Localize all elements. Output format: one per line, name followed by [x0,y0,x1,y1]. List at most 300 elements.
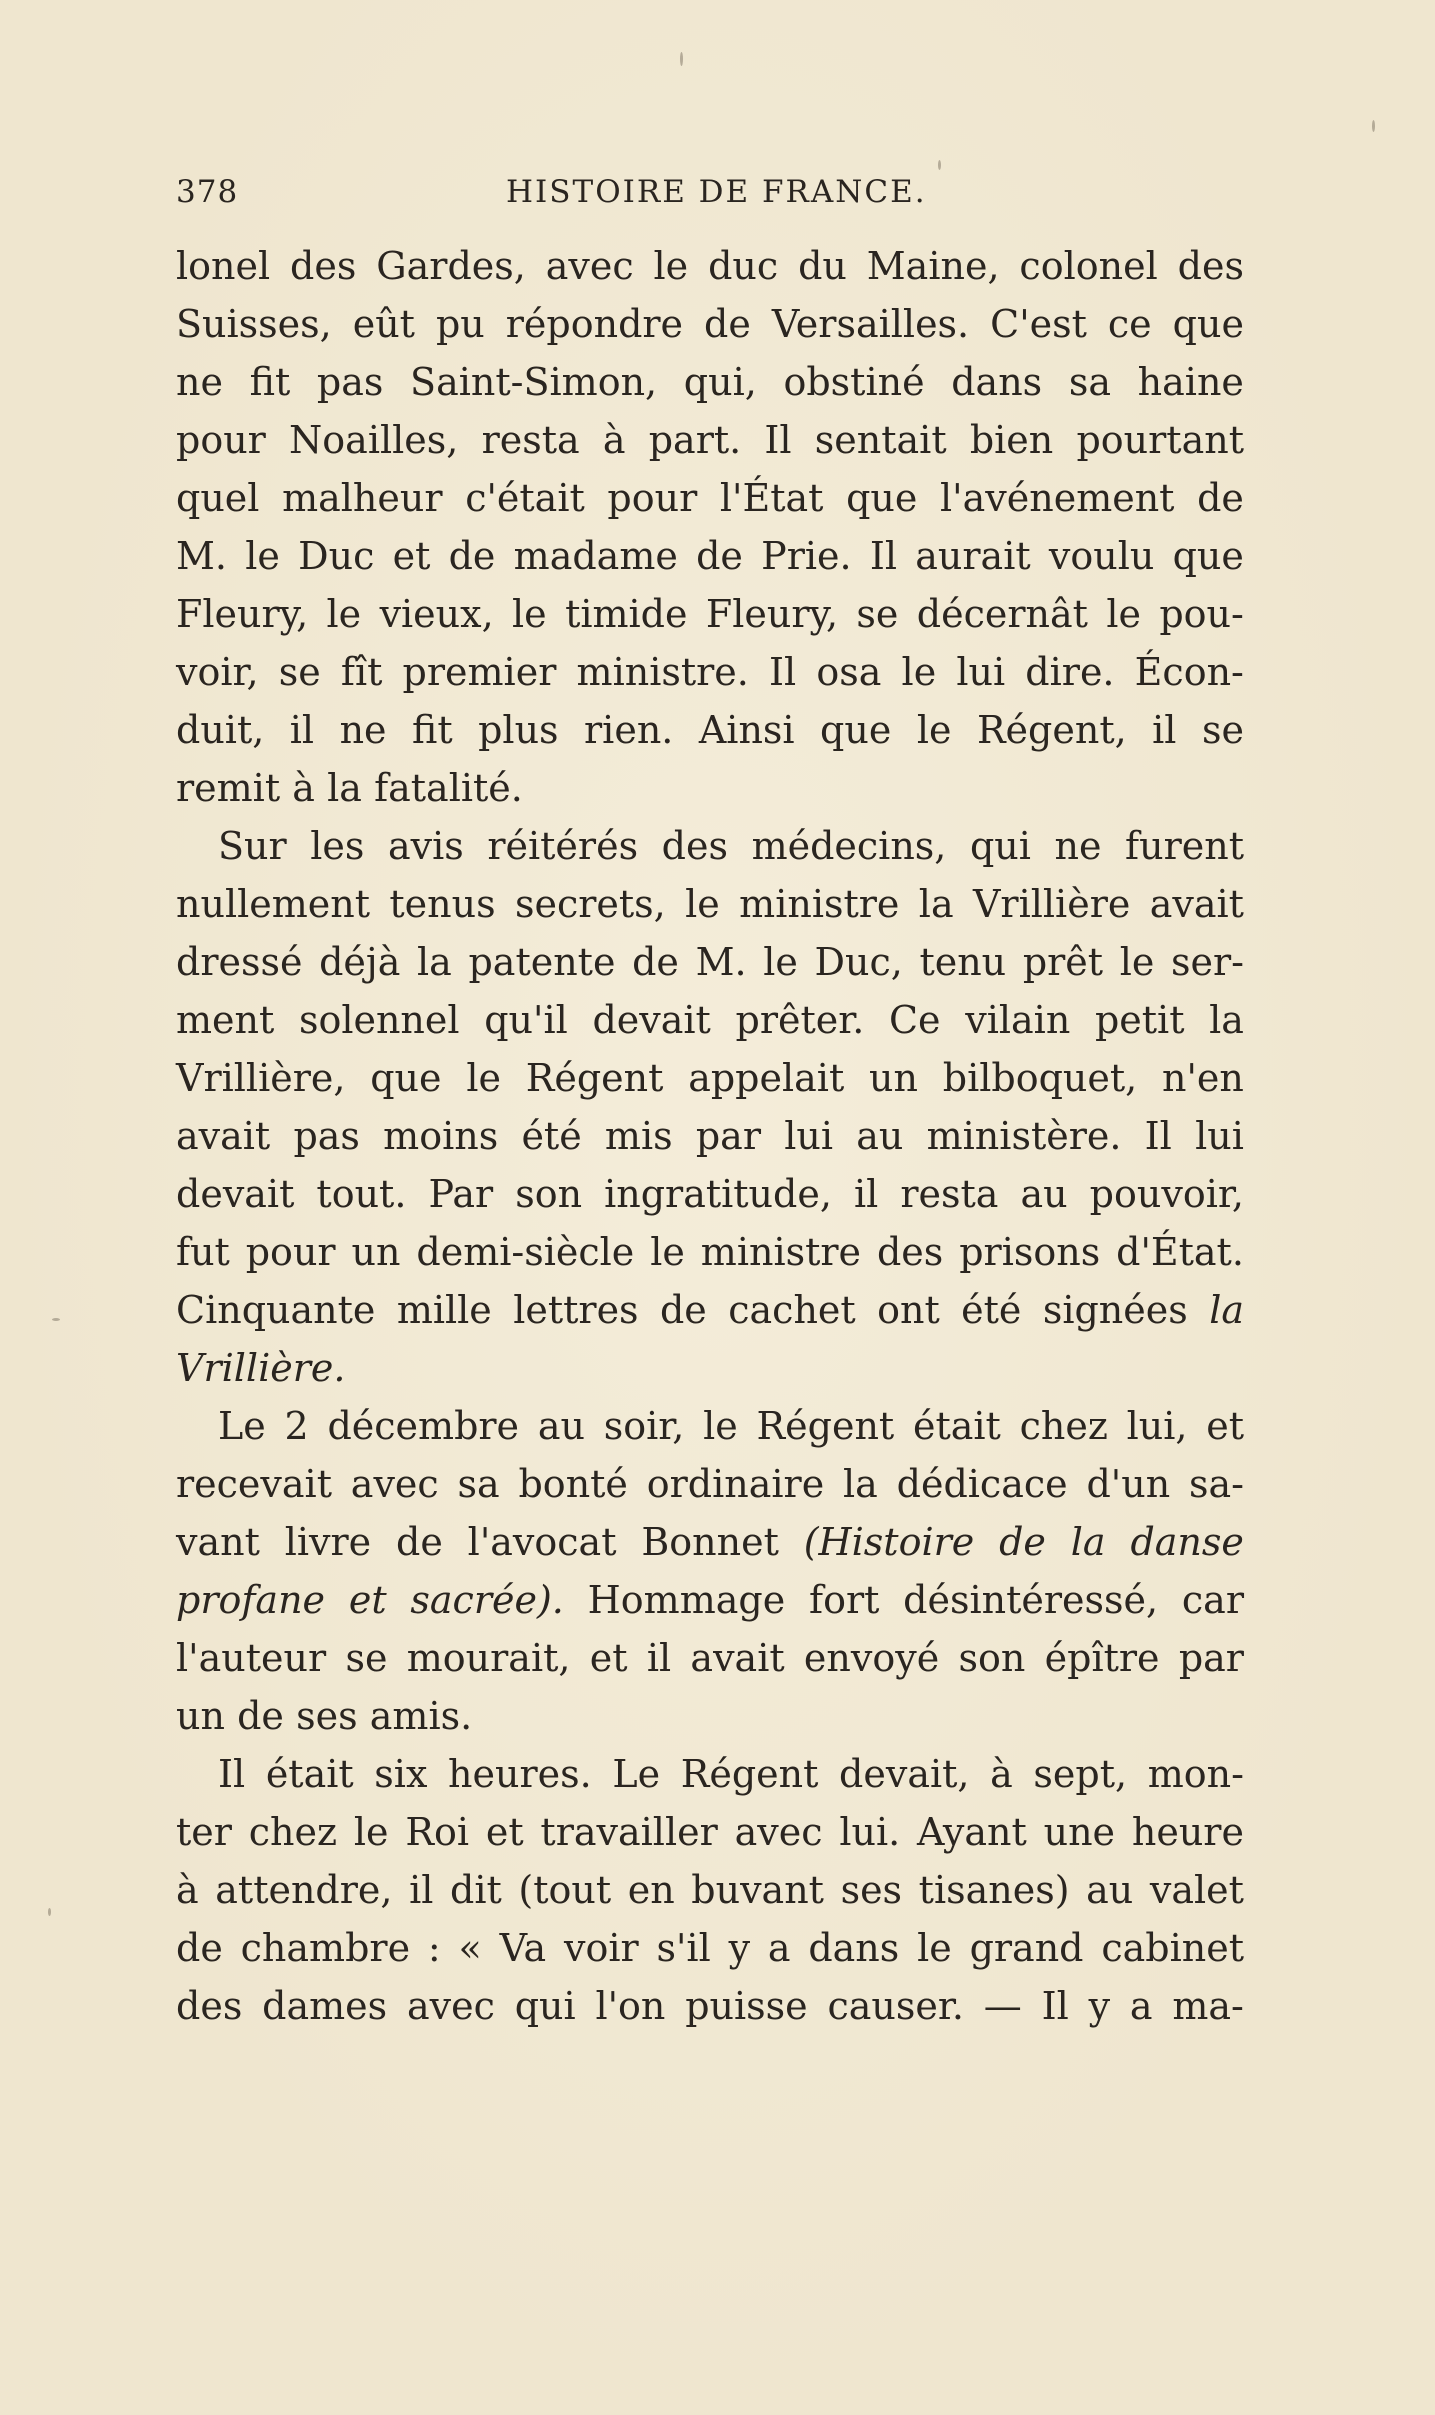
word: six [374,1752,428,1796]
word: et [392,534,431,578]
word: ne [176,360,223,404]
word: solennel [298,998,460,1042]
word: été [521,1114,582,1158]
word: de [448,534,496,578]
word: ministère. [926,1114,1122,1158]
word: c'était [465,476,585,520]
word: dans [951,360,1043,404]
word: se [345,1636,388,1680]
word: l'auteur [176,1636,327,1680]
word: une [1043,1810,1116,1854]
word: haine [1137,360,1244,404]
word: envoyé [803,1636,940,1680]
word: avec [545,244,634,288]
word: osa [816,650,882,694]
text-line [176,1223,1244,1281]
word: la [1070,1520,1106,1564]
word: la [327,766,362,810]
word: ministre [739,882,900,926]
word: que [1172,534,1244,578]
word: dit [450,1868,502,1912]
word: l'avocat [467,1520,617,1564]
page-header [176,168,1236,218]
text-line [176,1107,1244,1165]
word: Duc [298,534,375,578]
word: a [767,1926,791,1970]
word: devait, [839,1752,970,1796]
word: la [918,882,954,926]
word: de [632,940,679,984]
word: décernât [916,592,1088,636]
word: Il [764,418,792,462]
word: Vrillière, [176,1056,346,1100]
word: timide [565,592,688,636]
word: prêter. [735,998,865,1042]
word: profane [176,1578,326,1622]
body-text [176,237,1244,2035]
word: M. [695,940,747,984]
word: et [348,1578,387,1622]
word: des [176,1984,243,2028]
word: et [485,1810,524,1854]
word: devait [176,1172,295,1216]
word: appelait [688,1056,845,1100]
word: le [653,244,689,288]
word: était [265,1752,354,1796]
word: furent [1125,824,1244,868]
word: chambre [240,1926,411,1970]
word: il [409,1868,434,1912]
word: voulu [1048,534,1155,578]
word: Régent [525,1056,664,1100]
word: sept, [1033,1752,1128,1796]
word: sa- [1188,1462,1244,1506]
word: l'on [595,1984,666,2028]
word: Gardes, [376,244,526,288]
word: dames [262,1984,388,2028]
text-line [176,1745,1244,1803]
word: Régent [756,1404,895,1448]
word: vant [176,1520,260,1564]
word: Il [769,650,797,694]
word: resta [481,418,580,462]
text-line [176,1397,1244,1455]
word: lui, [1126,1404,1188,1448]
page-number: 378 [176,174,239,210]
word: pu [435,302,485,346]
word: quel [176,476,260,520]
word: que [820,708,892,752]
word: ter [176,1810,232,1854]
word: par [1178,1636,1244,1680]
word: au [537,1404,585,1448]
word: mis [604,1114,673,1158]
word: de [704,302,751,346]
word: fort [809,1578,880,1622]
word: Fleury, [176,592,309,636]
word: Prie. [761,534,852,578]
word: chez [1019,1404,1108,1448]
word: plus [478,708,559,752]
word: se [278,650,321,694]
text-line [176,1571,1244,1629]
word: cabinet [1101,1926,1244,1970]
text-line [176,1281,1244,1339]
word: (Histoire [803,1520,975,1564]
word: Il [218,1752,246,1796]
word: pas [316,360,384,404]
word: un [351,1230,401,1274]
word: désintéressé, [903,1578,1159,1622]
word: moins [383,1114,499,1158]
word: Versailles. [771,302,970,346]
word: du [798,244,847,288]
word: le [685,882,720,926]
word: bilboquet, [942,1056,1138,1100]
word: à [602,418,626,462]
word: d'État. [1116,1230,1244,1274]
text-line [176,817,1244,875]
word: Ainsi [698,708,795,752]
word: de [999,1520,1046,1564]
word: et [589,1636,628,1680]
word: resta [900,1172,999,1216]
word: avait [176,1114,271,1158]
word: secrets, [514,882,666,926]
word: prisons [959,1230,1101,1274]
word: lui. [839,1810,901,1854]
word: heures. [448,1752,592,1796]
word: Il [869,534,898,578]
word: mourait, [406,1636,571,1680]
word: de [696,534,743,578]
word: danse [1130,1520,1244,1564]
word: causer. [827,1984,964,2028]
word: déjà [319,940,401,984]
word: chez [248,1810,338,1854]
word: soir, [603,1404,685,1448]
word: Bonnet [641,1520,779,1564]
word: lui [784,1114,834,1158]
word: Noailles, [289,418,459,462]
word: ce [1107,302,1152,346]
text-line [176,237,1244,295]
word: lettres [513,1288,639,1332]
word: fatalité. [374,766,523,810]
word: il [289,708,315,752]
word: lui [956,650,1006,694]
word: rien. [584,708,674,752]
text-line [176,1165,1244,1223]
word: n'en [1162,1056,1244,1100]
word: le [353,1810,389,1854]
word: pour [245,1230,336,1274]
word: qui [969,824,1031,868]
word: des [290,244,357,288]
word: avait [1149,882,1244,926]
word: avait [690,1636,785,1680]
text-line [176,1455,1244,1513]
word: Vrillière. [176,1346,346,1390]
word: Suisses, [176,302,332,346]
word: des [1177,244,1244,288]
word: heure [1131,1810,1244,1854]
text-line [176,1977,1244,2035]
word: Fleury, [705,592,839,636]
word: fît [340,650,383,694]
word: Ayant [917,1810,1027,1854]
word: ne [1054,824,1102,868]
word: Par [428,1172,494,1216]
word: Sur [218,824,287,868]
word: le [466,1056,501,1100]
paper-speck [1372,120,1375,132]
word: un [176,1694,225,1738]
word: livre [284,1520,372,1564]
word: Saint-Simon, [410,360,658,404]
word: recevait [176,1462,332,1506]
word: 2 [284,1404,309,1448]
word: le [650,1230,685,1274]
word: vieux, [379,592,494,636]
word: dans [808,1926,900,1970]
running-title: HISTOIRE DE FRANCE. [506,174,927,210]
paper-speck [680,52,683,66]
word: au [1086,1868,1134,1912]
word: Régent, [976,708,1127,752]
word: des [876,1230,944,1274]
word: sa [1068,360,1111,404]
word: le [245,534,280,578]
word: attendre, [215,1868,393,1912]
word: son [958,1636,1026,1680]
word: valet [1149,1868,1244,1912]
word: ses [840,1868,903,1912]
word: voir [564,1926,639,1970]
word: lui [1195,1114,1244,1158]
word: voir, [176,650,259,694]
word: été [961,1288,1022,1332]
word: le [1106,592,1141,636]
word: au [856,1114,904,1158]
word: que [846,476,918,520]
word: premier [402,650,557,694]
word: Le [612,1752,661,1796]
word: en [627,1868,675,1912]
word: ma- [1172,1984,1244,2028]
word: sacrée). [410,1578,564,1622]
word: Ce [888,998,941,1042]
word: qu'il [484,998,568,1042]
word: Roi [405,1810,469,1854]
word: le [763,940,798,984]
word: ministre. [576,650,749,694]
word: qui [514,1984,576,2028]
word: la [417,940,452,984]
text-line [176,469,1244,527]
word: il [646,1636,672,1680]
word: cachet [728,1288,856,1332]
word: au [1020,1172,1068,1216]
word: colonel [1019,244,1158,288]
word: la [843,1462,878,1506]
word: y [728,1926,751,1970]
word: avis [387,824,464,868]
word: puisse [685,1984,808,2028]
word: de [659,1288,707,1332]
word: patente [468,940,616,984]
text-line [176,1339,1244,1397]
word: à [292,766,315,810]
word: Il [1041,1984,1069,2028]
word: grand [969,1926,1084,1970]
word: dressé [176,940,303,984]
word: se [1201,708,1244,752]
word: le [326,592,362,636]
word: bien [969,418,1054,462]
word: ministre [700,1230,862,1274]
word: Il [1144,1114,1172,1158]
word: pouvoir, [1089,1172,1244,1216]
text-line [176,411,1244,469]
word: « [458,1926,482,1970]
word: tisanes) [918,1868,1070,1912]
word: pourtant [1076,418,1244,462]
word: le [1119,940,1155,984]
word: tenus [389,882,496,926]
word: et [1206,1404,1244,1448]
word: amis. [369,1694,473,1738]
word: épître [1044,1636,1160,1680]
word: travailler [540,1810,718,1854]
word: bonté [518,1462,628,1506]
word: car [1181,1578,1244,1622]
word: de [396,1520,443,1564]
text-line [176,1629,1244,1687]
word: avec [734,1810,823,1854]
text-line [176,1687,1244,1745]
word: ingratitude, [604,1172,832,1216]
word: fut [176,1230,230,1274]
text-line [176,295,1244,353]
word: il [853,1172,879,1216]
word: nullement [176,882,371,926]
text-line [176,933,1244,991]
word: obstiné [783,360,925,404]
word: vilain [965,998,1071,1042]
word: la [1209,1288,1244,1332]
word: ordinaire [646,1462,825,1506]
text-line [176,1919,1244,1977]
word: réitérés [487,824,639,868]
word: eût [352,302,415,346]
word: l'avénement [940,476,1175,520]
word: le [901,650,937,694]
word: répondre [505,302,684,346]
word: à [990,1752,1013,1796]
word: duit, [176,708,265,752]
word: Va [499,1926,547,1970]
word: le [512,592,547,636]
word: — [983,1984,1022,2028]
text-line [176,991,1244,1049]
word: décembre [327,1404,520,1448]
word: mille [396,1288,492,1332]
word: buvant [691,1868,824,1912]
word: remit [176,766,281,810]
word: sentait [814,418,947,462]
word: le [703,1404,738,1448]
word: ne [339,708,387,752]
word: pou- [1159,592,1244,636]
word: madame [513,534,678,578]
word: y [1088,1984,1111,2028]
word: fit [249,360,291,404]
word: Vrillière [972,882,1131,926]
word: d'un [1086,1462,1171,1506]
word: malheur [282,476,443,520]
word: (tout [518,1868,612,1912]
text-line [176,1803,1244,1861]
text-line [176,527,1244,585]
word: se [856,592,899,636]
word: à [176,1868,199,1912]
word: que [370,1056,442,1100]
word: de [1197,476,1244,520]
word: ment [176,998,275,1042]
word: devait [592,998,711,1042]
word: part. [648,418,742,462]
word: qui, [683,360,757,404]
word: petit [1094,998,1185,1042]
word: signées [1042,1288,1188,1332]
word: l'État [719,476,824,520]
word: tout. [316,1172,407,1216]
text-line [176,585,1244,643]
word: de [237,1694,284,1738]
word: Hommage [587,1578,786,1622]
text-line [176,353,1244,411]
paper-speck [52,1318,60,1321]
word: médecins, [751,824,947,868]
paper-speck [48,1908,51,1916]
word: C'est [990,302,1087,346]
word: Maine, [866,244,1000,288]
text-line [176,1513,1244,1571]
word: fit [412,708,453,752]
word: M. [176,534,227,578]
word: sa [457,1462,500,1506]
text-line [176,1049,1244,1107]
word: des [661,824,728,868]
word: Le [218,1404,266,1448]
word: était [912,1404,1001,1448]
text-line [176,643,1244,701]
word: ser- [1171,940,1244,984]
word: Duc, [814,940,903,984]
word: les [310,824,365,868]
word: ses [296,1694,358,1738]
word: le [917,1926,952,1970]
word: duc [708,244,779,288]
word: tenu [919,940,1007,984]
word: par [695,1114,761,1158]
word: un [869,1056,918,1100]
word: le [916,708,952,752]
word: avec [350,1462,439,1506]
word: ont [877,1288,940,1332]
word: a [1129,1984,1153,2028]
